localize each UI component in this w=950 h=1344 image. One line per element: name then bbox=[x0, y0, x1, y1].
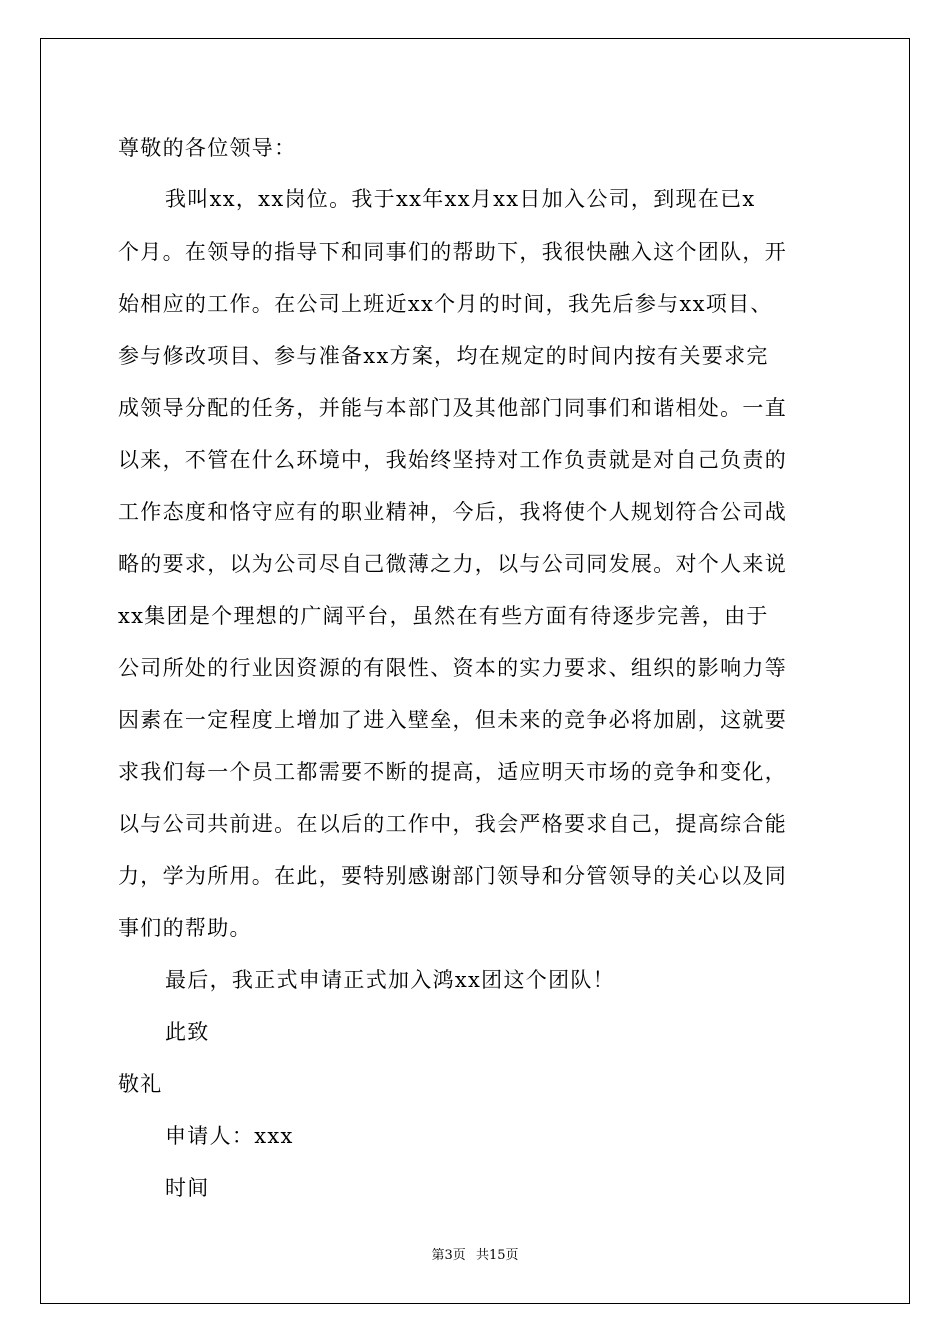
page-footer bbox=[0, 1247, 950, 1265]
body-line: 以与公司共前进。在以后的工作中，我会严格要求自己，提高综合能 bbox=[118, 812, 787, 836]
body-line: 工作态度和恪守应有的职业精神，今后，我将使个人规划符合公司战 bbox=[118, 500, 787, 524]
page-number: 第3页 bbox=[431, 1248, 466, 1263]
body-line: 求我们每一个员工都需要不断的提高，适应明天市场的竞争和变化， bbox=[118, 760, 787, 784]
applicant: 申请人：xxx bbox=[165, 1124, 294, 1148]
regards: 敬礼 bbox=[118, 1072, 163, 1096]
body-line: 力，学为所用。在此，要特别感谢部门领导和分管领导的关心以及同 bbox=[118, 864, 787, 888]
body-line: 个月。在领导的指导下和同事们的帮助下，我很快融入这个团队，开 bbox=[118, 240, 787, 264]
date-label: 时间 bbox=[165, 1176, 210, 1200]
body-line: 参与修改项目、参与准备xx方案，均在规定的时间内按有关要求完 bbox=[118, 344, 769, 368]
salutation: 尊敬的各位领导： bbox=[118, 136, 297, 160]
closing-paragraph: 最后，我正式申请正式加入鸿xx团这个团队！ bbox=[165, 968, 615, 992]
body-line: 事们的帮助。 bbox=[118, 916, 252, 940]
body-line: 略的要求，以为公司尽自己微薄之力，以与公司同发展。对个人来说 bbox=[118, 552, 787, 576]
page-total: 共15页 bbox=[475, 1248, 519, 1263]
body-line: 以来，不管在什么环境中，我始终坚持对工作负责就是对自己负责的 bbox=[118, 448, 787, 472]
body-line: xx集团是个理想的广阔平台，虽然在有些方面有待逐步完善，由于 bbox=[118, 604, 769, 628]
body-line: 始相应的工作。在公司上班近xx个月的时间，我先后参与xx项目、 bbox=[118, 292, 773, 316]
closing-phrase: 此致 bbox=[165, 1020, 210, 1044]
body-line: 成领导分配的任务，并能与本部门及其他部门同事们和谐相处。一直 bbox=[118, 396, 787, 420]
body-line: 公司所处的行业因资源的有限性、资本的实力要求、组织的影响力等 bbox=[118, 656, 787, 680]
body-line: 因素在一定程度上增加了进入壁垒，但未来的竞争必将加剧，这就要 bbox=[118, 708, 787, 732]
body-line: 我叫xx，xx岗位。我于xx年xx月xx日加入公司，到现在已x bbox=[165, 187, 756, 211]
